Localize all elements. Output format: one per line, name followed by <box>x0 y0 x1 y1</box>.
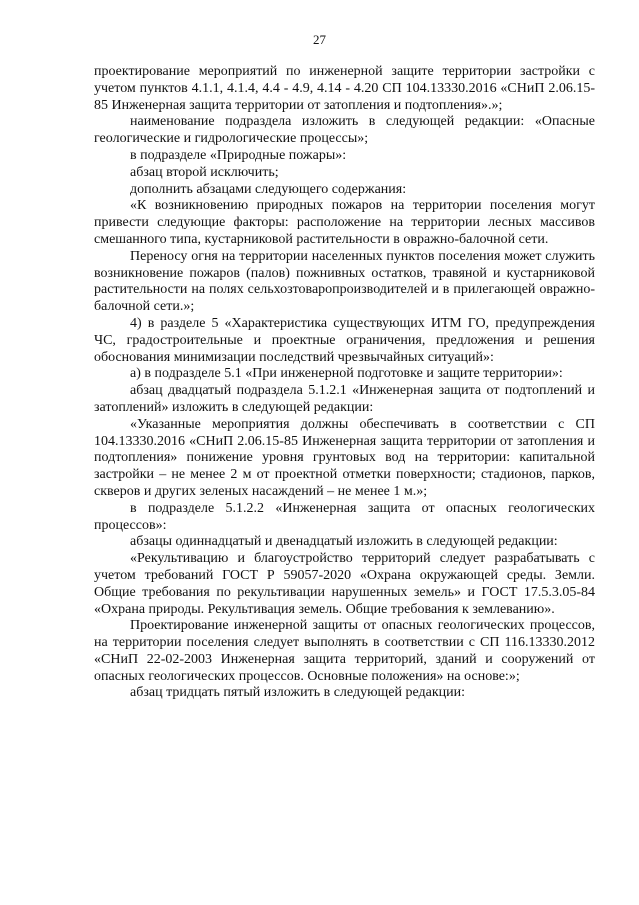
paragraph: наименование подраздела изложить в следующей редакции: «Опасные геологические и гидрологические процессы»; <box>94 114 595 147</box>
paragraph: в подразделе 5.1.2.2 «Инженерная защита от опасных геологических процессов»: <box>94 500 595 533</box>
paragraph: абзацы одиннадцатый и двенадцатый изложить в следующей редакции: <box>130 534 558 550</box>
paragraph: а) в подразделе 5.1 «При инженерной подготовке и защите территории»: <box>130 366 563 382</box>
paragraph: 4) в разделе 5 «Характеристика существующих ИТМ ГО, предупреждения ЧС, градостроительные и проектные ограничения, предложения и решения обоснования минимизации последствий чрезвычайных ситуаций»: <box>94 315 595 365</box>
paragraph: «Указанные мероприятия должны обеспечивать в соответствии с СП 104.13330.2016 «СНиП 2.06.15-85 Инженерная защита территории от затопления и подтопления» понижение уровня грунтовых вод на территории: капитальной застройки – не менее 2 м от проектной отметки поверхности; стадионов, парков, скверов и других зеленых насаждений – не менее 1 м.»; <box>94 416 595 499</box>
paragraph: «Рекультивацию и благоустройство территорий следует разрабатывать с учетом требований ГОСТ Р 59057-2020 «Охрана окружающей среды. Земли. Общие требования по рекультивации нарушенных земель» и ГОСТ 17.5.3.05-84 «Охрана природы. Рекультивация земель. Общие требования к землеванию». <box>94 551 595 617</box>
paragraph: абзац двадцатый подраздела 5.1.2.1 «Инженерная защита от подтоплений и затоплений» изложить в следующей редакции: <box>94 383 595 415</box>
paragraph: проектирование мероприятий по инженерной защите территории застройки с учетом пунктов 4.1.1, 4.1.4, 4.4 - 4.9, 4.14 - 4.20 СП 104.13330.2016 «СНиП 2.06.15-85 Инженерная защита территории от затопления и подтопления».»; <box>94 64 595 113</box>
paragraph: Переносу огня на территории населенных пунктов поселения может служить возникновение пожаров (палов) пожнивных остатков, травяной и кустарниковой растительности на полях сельхозтоваропроизводителей и в прилегающей овражно-балочной сети.»; <box>94 248 595 315</box>
paragraph: абзац второй исключить; <box>130 164 279 180</box>
page-number: 27 <box>313 32 326 47</box>
paragraph: дополнить абзацами следующего содержания: <box>130 181 407 197</box>
paragraph: «К возникновению природных пожаров на территории поселения могут привести следующие факторы: расположение на территории лесных массивов смешанного типа, кустарниковой растительности в овражно-балочной сети. <box>94 198 595 247</box>
paragraph: Проектирование инженерной защиты от опасных геологических процессов, на территории поселения следует выполнять в соответствии с СП 116.13330.2012 «СНиП 22-02-2003 Инженерная защита территорий, зданий и сооружений от опасных геологических процессов. Основные положения» на основе:»; <box>94 618 595 684</box>
paragraph: абзац тридцать пятый изложить в следующей редакции: <box>130 685 466 701</box>
document-body <box>94 64 595 702</box>
paragraph: в подразделе «Природные пожары»: <box>130 147 347 163</box>
